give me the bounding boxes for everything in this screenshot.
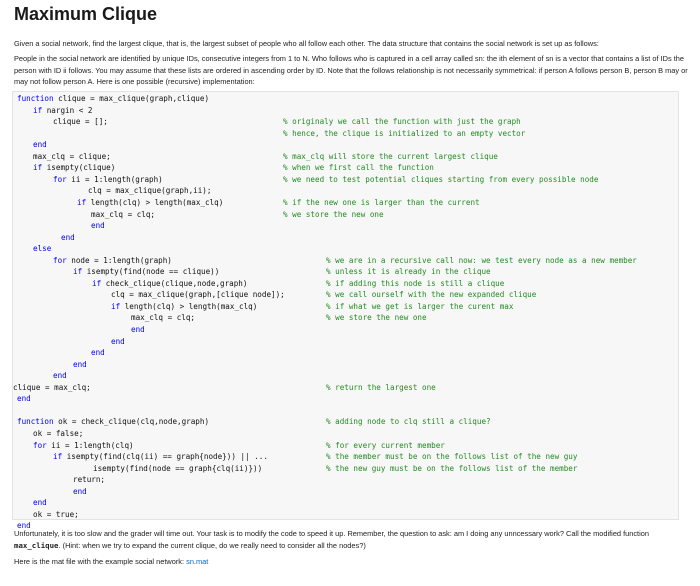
code-comment: % adding node to clq still a clique? — [326, 417, 491, 427]
code-text: isempty(find(clq(ii) == graph{node})) || ... — [62, 452, 268, 462]
footer-text: Here is the mat file with the example social network: — [14, 557, 187, 566]
function-name: max_clique — [14, 540, 59, 550]
code-comment: % when we first call the function — [283, 163, 434, 173]
code-text: ii = 1:length(clq) — [46, 440, 134, 450]
code-keyword: end — [33, 498, 47, 508]
code-text: isempty(clique) — [42, 163, 116, 173]
code-comment: % if the new one is larger than the current — [283, 197, 480, 207]
code-keyword: for — [53, 174, 67, 184]
code-text: return; — [73, 475, 106, 485]
code-text: ok = check_clique(clq,node,graph) — [53, 417, 210, 427]
code-line — [73, 474, 105, 486]
code-line — [33, 105, 92, 117]
code-keyword: else — [33, 244, 52, 254]
code-text: clique = max_clq; — [13, 382, 91, 392]
code-keyword: for — [33, 440, 47, 450]
task-text-after: . (Hint: when we try to expand the current clique, do we really need to consider all the nodes?) — [58, 540, 366, 550]
code-line — [131, 324, 145, 336]
code-keyword: end — [17, 521, 31, 531]
code-line — [131, 312, 195, 324]
code-line — [53, 116, 108, 128]
code-line — [92, 278, 247, 290]
code-line — [73, 266, 219, 278]
footer-paragraph — [14, 556, 690, 568]
code-keyword: if — [77, 197, 87, 207]
code-keyword: for — [53, 255, 67, 265]
code-line — [53, 174, 163, 186]
code-comment: % we need to test potential cliques starting from every possible node — [283, 174, 599, 184]
code-text: check_clique(clique,node,graph) — [101, 278, 248, 288]
code-comment: % for every current member — [326, 440, 445, 450]
code-keyword: if — [33, 105, 43, 115]
code-keyword: end — [73, 359, 87, 369]
task-text-before: Unfortunately, it is too slow and the grader will time out. Your task is to modify the code to speed it up. Remember, the question to ask: am I doing any unncessary work? Call the modified function — [14, 529, 649, 538]
code-comment: % max_clq will store the current largest clique — [283, 151, 498, 161]
code-text: isempty(find(node == graph{clq(ii)})) — [93, 463, 263, 473]
code-line — [33, 162, 115, 174]
code-comment: % unless it is already in the clique — [326, 267, 491, 277]
code-line — [88, 185, 211, 197]
code-line — [91, 347, 105, 359]
code-text: clique = []; — [53, 117, 108, 127]
code-line — [33, 243, 51, 255]
code-line — [93, 463, 262, 475]
code-comment: % originaly we call the function with just the graph — [283, 117, 521, 127]
code-comment: % we are in a recursive call now: we test every node as a new member — [326, 255, 637, 265]
code-line — [17, 93, 209, 105]
code-text: nargin < 2 — [42, 105, 93, 115]
code-comment: % we store the new one — [283, 209, 384, 219]
code-keyword: end — [17, 394, 31, 404]
code-line — [33, 497, 47, 509]
code-keyword: end — [61, 232, 75, 242]
code-line — [33, 139, 47, 151]
code-keyword: if — [92, 278, 102, 288]
code-line — [91, 220, 105, 232]
code-text: node = 1:length(graph) — [66, 255, 172, 265]
code-text: max_clq = clq; — [131, 313, 196, 323]
code-text: ii = 1:length(graph) — [66, 174, 163, 184]
code-keyword: if — [33, 163, 43, 173]
code-line — [17, 393, 31, 405]
code-line — [33, 440, 134, 452]
code-keyword: end — [73, 486, 87, 496]
code-text: isempty(find(node == clique)) — [82, 267, 220, 277]
code-keyword: end — [33, 140, 47, 150]
code-line — [111, 336, 125, 348]
code-line — [53, 370, 67, 382]
code-keyword: function — [17, 94, 54, 103]
intro-paragraph: Given a social network, find the largest clique, that is, the largest subset of people who all follow each other. The data structure that contains the social network is set up as follows: — [14, 39, 599, 48]
code-comment: % if adding this node is still a clique — [326, 278, 505, 288]
code-comment: % we call ourself with the new expanded clique — [326, 290, 537, 300]
code-line — [111, 301, 257, 313]
code-text: clq = max_clique(graph,[clique node]); — [111, 290, 285, 300]
code-text: clq = max_clique(graph,ii); — [88, 186, 212, 196]
code-line — [53, 255, 172, 267]
code-comment: % hence, the clique is initialized to an empty vector — [283, 128, 526, 138]
code-line — [61, 232, 75, 244]
mat-file-link[interactable]: sn.mat — [186, 557, 209, 566]
code-text: max_clq = clique; — [33, 151, 111, 161]
code-comment: % the member must be on the follows list of the new guy — [326, 452, 578, 462]
code-block — [12, 91, 679, 531]
code-text: ok = false; — [33, 428, 84, 438]
code-comment: % the new guy must be on the follows list of the member — [326, 463, 578, 473]
code-keyword: if — [111, 301, 121, 311]
code-keyword: end — [53, 371, 67, 381]
page-title: Maximum Clique — [14, 4, 158, 24]
code-text: length(clq) > length(max_clq) — [120, 301, 258, 311]
code-text: length(clq) > length(max_clq) — [86, 197, 224, 207]
code-line — [53, 451, 268, 463]
code-line — [73, 486, 87, 498]
code-line — [33, 509, 79, 521]
code-keyword: end — [91, 348, 105, 358]
code-line — [13, 382, 91, 394]
details-paragraph: People in the social network are identified by unique IDs, consecutive integers from 1 to N. Who follows who is captured in a cell array called sn: the ith element of sn is a vector that contains a list of IDs the person with ID ii follows. You may assume that these lists are ordered in ascending order by ID. Note that the follows relationship is not necessarily symmetrical: if person A follows person B, person B may or may not follow person A. Here is one possible (recursive) implementation: — [14, 54, 688, 87]
code-comment: % if what we get is larger the curent max — [326, 301, 514, 311]
code-keyword: end — [111, 336, 125, 346]
code-keyword: function — [17, 417, 54, 427]
code-keyword: end — [91, 221, 105, 231]
code-line — [73, 359, 87, 371]
code-keyword: if — [53, 452, 63, 462]
code-line — [17, 416, 209, 428]
code-line — [77, 197, 223, 209]
code-line — [33, 428, 83, 440]
code-line — [91, 209, 155, 221]
code-line — [111, 289, 285, 301]
code-text: clique = max_clique(graph,clique) — [53, 94, 210, 103]
code-keyword: end — [131, 325, 145, 334]
code-text: max_clq = clq; — [91, 209, 156, 219]
code-text: ok = true; — [33, 509, 79, 519]
code-line — [33, 151, 111, 163]
code-comment: % we store the new one — [326, 313, 427, 323]
code-keyword: if — [73, 267, 83, 277]
code-comment: % return the largest one — [326, 382, 436, 392]
task-paragraph — [14, 528, 690, 551]
